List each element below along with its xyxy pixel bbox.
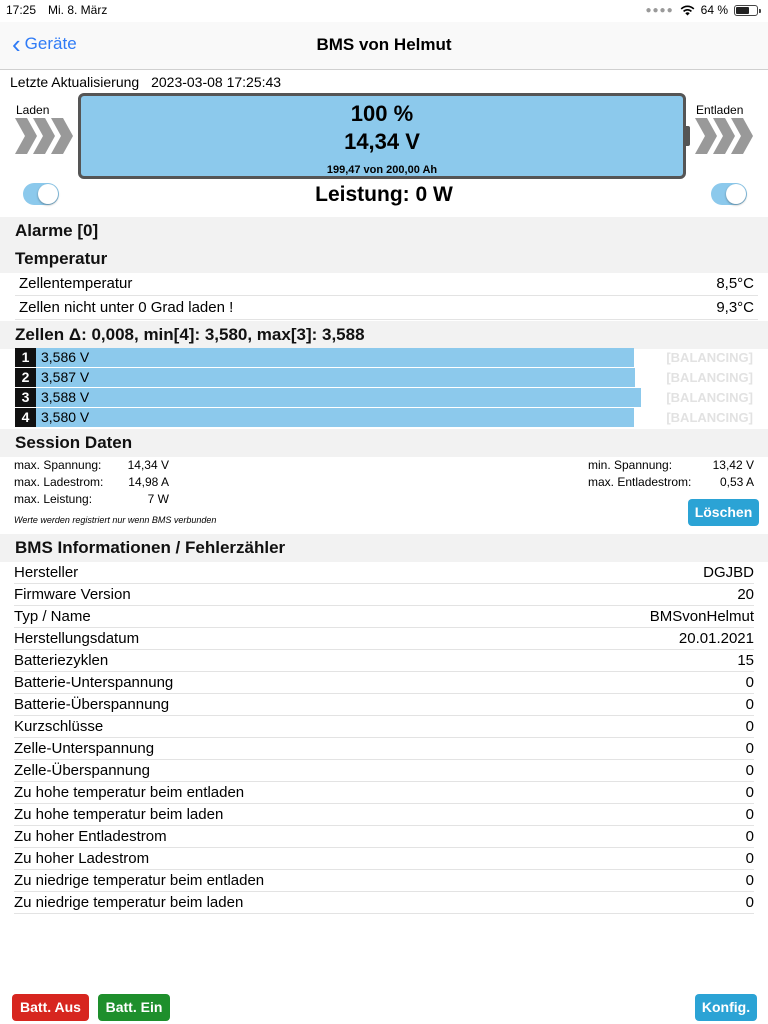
temperature-row (15, 272, 758, 296)
multitasking-dots-icon: ●●●● (645, 4, 674, 16)
last-update-label: Letzte Aktualisierung (10, 74, 140, 90)
battery-on-button[interactable]: Batt. Ein (98, 994, 170, 1021)
info-label: Zu hohe temperatur beim laden (14, 806, 224, 823)
session-value: 14,34 V (127, 458, 169, 472)
info-row (14, 892, 754, 914)
clear-session-button[interactable]: Löschen (688, 499, 759, 526)
info-value: DGJBD (703, 564, 754, 581)
config-button[interactable]: Konfig. (695, 994, 757, 1021)
info-label: Batterie-Unterspannung (14, 674, 174, 691)
info-value: 0 (745, 740, 754, 757)
info-row (14, 804, 754, 826)
info-value: 0 (745, 828, 754, 845)
battery-percent: 64 % (700, 3, 728, 17)
session-value: 14,98 A (128, 475, 169, 489)
cell-number: 4 (15, 408, 36, 427)
cell-balancing: [BALANCING] (666, 370, 753, 385)
charge-label: Laden (16, 103, 50, 117)
temperature-row (15, 296, 758, 320)
info-header: BMS Informationen / Fehlerzähler (0, 534, 768, 562)
info-value: 0 (745, 894, 754, 911)
back-button-label: Geräte (24, 34, 77, 53)
temperature-value: 8,5°C (716, 275, 754, 292)
temperature-label: Zellentemperatur (19, 275, 133, 292)
cell-number: 1 (15, 348, 36, 367)
info-row (14, 870, 754, 892)
session-note: Werte werden registriert nur wenn BMS verbunden (14, 515, 217, 525)
session-right (588, 457, 754, 491)
info-row (14, 584, 754, 606)
session-value: 7 W (147, 492, 169, 506)
power-readout: Leistung: 0 W (315, 183, 453, 206)
cell-voltage-bar (15, 408, 634, 427)
info-label: Zu hoher Ladestrom (14, 850, 150, 867)
temperature-value: 9,3°C (716, 299, 754, 316)
chevron-left-icon: ‹ (12, 29, 21, 59)
battery-voltage: 14,34 V (344, 129, 420, 154)
battery-status-icon (734, 5, 758, 16)
session-label: max. Leistung: (14, 492, 93, 506)
session-label: max. Entladestrom: (588, 475, 692, 489)
info-label: Zelle-Überspannung (14, 762, 150, 779)
info-row (14, 738, 754, 760)
cells-header: Zellen Δ: 0,008, min[4]: 3,580, max[3]: 3,588 (0, 321, 768, 349)
info-value: BMSvonHelmut (649, 608, 754, 625)
battery-terminal (685, 126, 690, 146)
battery-gauge (78, 93, 686, 179)
navigation-bar (0, 22, 768, 70)
info-value: 0 (745, 718, 754, 735)
info-label: Batteriezyklen (14, 652, 109, 669)
cell-row (15, 408, 768, 427)
info-label: Zu niedrige temperatur beim entladen (14, 872, 265, 889)
cell-row (15, 388, 768, 407)
info-value: 0 (745, 872, 754, 889)
info-row (14, 782, 754, 804)
info-value: 0 (745, 674, 754, 691)
page-title: BMS von Helmut (316, 35, 452, 54)
info-label: Batterie-Überspannung (14, 696, 170, 713)
info-value: 20 (737, 586, 754, 603)
cell-balancing: [BALANCING] (666, 410, 753, 425)
cell-voltage-bar (15, 348, 634, 367)
info-row (14, 562, 754, 584)
info-label: Zelle-Unterspannung (14, 740, 155, 757)
info-label: Typ / Name (14, 608, 91, 625)
info-label: Zu niedrige temperatur beim laden (14, 894, 244, 911)
status-time: 17:25 (6, 3, 37, 17)
cell-voltage: 3,588 V (41, 389, 90, 405)
last-update (10, 74, 281, 90)
info-value: 20.01.2021 (678, 630, 754, 647)
info-value: 0 (745, 806, 754, 823)
session-label: min. Spannung: (588, 458, 673, 472)
alarms-header[interactable]: Alarme [0] (0, 217, 768, 245)
battery-off-button[interactable]: Batt. Aus (12, 994, 89, 1021)
session-value: 13,42 V (712, 458, 754, 472)
info-label: Hersteller (14, 564, 79, 581)
cell-number: 3 (15, 388, 36, 407)
cell-balancing: [BALANCING] (666, 390, 753, 405)
info-label: Zu hoher Entladestrom (14, 828, 167, 845)
info-value: 0 (745, 762, 754, 779)
info-row (14, 694, 754, 716)
discharge-chevrons-icon (695, 118, 753, 154)
info-row (14, 848, 754, 870)
state-of-charge: 100 % (350, 101, 414, 126)
info-label: Kurzschlüsse (14, 718, 104, 735)
temperature-header: Temperatur (0, 245, 768, 273)
session-label: max. Spannung: (14, 458, 102, 472)
info-label: Firmware Version (14, 586, 131, 603)
cell-voltage-bar (15, 388, 641, 407)
session-label: max. Ladestrom: (14, 475, 104, 489)
cell-voltage: 3,586 V (41, 349, 90, 365)
cell-voltage-bar (15, 368, 635, 387)
cell-row (15, 348, 768, 367)
battery-capacity: 199,47 von 200,00 Ah (326, 164, 438, 176)
info-row (14, 826, 754, 848)
info-label: Zu hohe temperatur beim entladen (14, 784, 245, 801)
wifi-icon (680, 5, 695, 16)
session-header: Session Daten (0, 429, 768, 457)
info-label: Herstellungsdatum (14, 630, 140, 647)
cell-row (15, 368, 768, 387)
info-row (14, 672, 754, 694)
session-left (14, 457, 169, 508)
charge-chevrons-icon (15, 118, 73, 154)
session-value: 0,53 A (719, 475, 754, 489)
discharge-label: Entladen (696, 103, 744, 117)
info-row (14, 606, 754, 628)
info-value: 0 (745, 696, 754, 713)
status-bar (0, 0, 768, 22)
info-row (14, 628, 754, 650)
last-update-value: 2023-03-08 17:25:43 (151, 74, 282, 90)
info-row (14, 760, 754, 782)
status-date: Mi. 8. März (48, 3, 108, 17)
info-value: 0 (745, 784, 754, 801)
cell-balancing: [BALANCING] (666, 350, 753, 365)
cell-voltage: 3,580 V (41, 409, 90, 425)
status-right (645, 3, 758, 17)
cell-voltage: 3,587 V (41, 369, 90, 385)
info-value: 0 (745, 850, 754, 867)
info-row (14, 650, 754, 672)
temperature-label: Zellen nicht unter 0 Grad laden ! (19, 299, 234, 316)
info-value: 15 (737, 652, 754, 669)
cell-number: 2 (15, 368, 36, 387)
info-row (14, 716, 754, 738)
